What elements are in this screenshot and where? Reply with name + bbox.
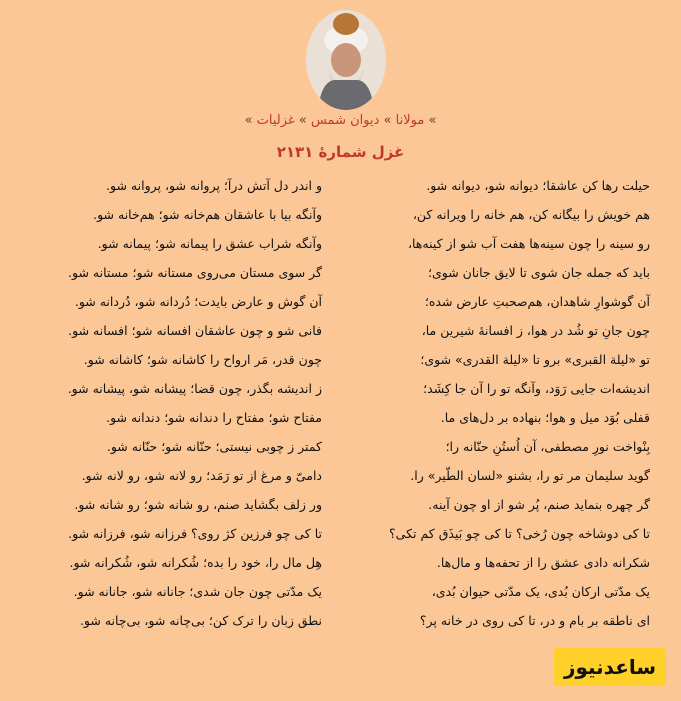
verse-hemistich-second: و اندر دل آتش درآ؛ پروانه شو، پروانه شو. xyxy=(106,178,322,193)
verse-row xyxy=(20,173,650,202)
verse-hemistich-second: نطق زبان را ترک کن؛ بی‌چانه شو، بی‌چانه شو. xyxy=(79,613,322,628)
verse-hemistich-second: هِل مال را، خود را بده؛ شُکرانه شو، شُکرانه شو. xyxy=(69,555,322,570)
verse-row xyxy=(20,376,650,405)
verse-hemistich-first: رو سینه را چون سینه‌ها هفت آب شو از کینه‌ها، xyxy=(407,236,650,251)
verse-row xyxy=(20,347,650,376)
breadcrumb xyxy=(0,113,681,128)
verse-hemistich-first: گوید سلیمان مر تو را، بشنو «لسان الطّیر» را. xyxy=(410,468,650,483)
verse-hemistich-second: آن گوش و عارض بایدت؛ دُردانه شو، دُردانه شو. xyxy=(74,294,322,309)
poem-title: غزل شمارهٔ ۲۱۳۱ xyxy=(276,143,405,161)
verse-hemistich-first: یک مدّتی ارکان بُدی، یک مدّتی حیوان بُدی، xyxy=(431,584,650,599)
verse-hemistich-second: ز اندیشه بگذر، چون قضا؛ پیشانه شو، پیشانه شو. xyxy=(67,381,322,396)
verse-row xyxy=(20,579,650,608)
poem-verses xyxy=(20,173,650,637)
verse-hemistich-first: آن گوشوارِ شاهدان، هم‌صحبتِ عارض شده؛ xyxy=(424,294,650,309)
verse-hemistich-second: ور زلف بگشاید صنم، رو شانه شو؛ رو شانه شو. xyxy=(74,497,322,512)
verse-hemistich-first: باید که جمله جان شوی تا لایق جانان شوی؛ xyxy=(427,265,650,280)
verse-hemistich-first: حیلت رها کن عاشقا؛ دیوانه شو، دیوانه شو. xyxy=(426,178,650,193)
verse-hemistich-second: گر سوی مستان می‌روی مستانه شو؛ مستانه شو. xyxy=(68,265,322,280)
verse-hemistich-second: وآنگه شراب عشق را پیمانه شو؛ پیمانه شو. xyxy=(97,236,322,251)
breadcrumb-separator: » xyxy=(428,113,437,128)
verse-row xyxy=(20,521,650,550)
breadcrumb-separator: » xyxy=(383,113,392,128)
verse-row xyxy=(20,608,650,637)
verse-row xyxy=(20,550,650,579)
verse-hemistich-first: قفلی بُوَد میل و هوا؛ بنهاده بر دل‌های ما. xyxy=(440,410,650,425)
verse-hemistich-second: فانی شو و چون عاشقان افسانه شو؛ افسانه شو. xyxy=(68,323,322,338)
verse-row xyxy=(20,202,650,231)
saednews-watermark: ساعدنیوز xyxy=(554,648,666,686)
verse-hemistich-first: شکرانه دادی عشق را از تحفه‌ها و مال‌ها. xyxy=(436,555,650,570)
verse-row xyxy=(20,318,650,347)
verse-hemistich-first: بِنْواخت نورِ مصطفی، آن اُستُنِ حنّانه را؛ xyxy=(445,439,650,454)
verse-row xyxy=(20,289,650,318)
verse-row xyxy=(20,463,650,492)
verse-row xyxy=(20,231,650,260)
verse-hemistich-first: هم خویش را بیگانه کن، هم خانه را ویرانه کن، xyxy=(412,207,650,222)
breadcrumb-separator: » xyxy=(244,113,253,128)
verse-hemistich-first: اندیشه‌ات جایی رَوَد، وآنگه تو را آن جا کِشَد؛ xyxy=(423,381,650,396)
breadcrumb-link-molana[interactable]: مولانا xyxy=(395,113,425,128)
verse-hemistich-first: ای ناطقه بر بام و در، تا کی روی در خانه پر؟ xyxy=(419,613,650,628)
verse-hemistich-first: چون جانِ تو شُد در هوا، ز افسانهٔ شیرین ما، xyxy=(421,323,650,338)
verse-hemistich-first: تا کی دوشاخه چون رُخی؟ تا کی چو بَیذَق کم تکی؟ xyxy=(389,526,650,541)
verse-hemistich-second: کمتر ز چوبی نیستی؛ حنّانه شو؛ حنّانه شو. xyxy=(106,439,322,454)
verse-hemistich-second: مفتاح شو؛ مفتاح را دندانه شو؛ دندانه شو. xyxy=(106,410,322,425)
breadcrumb-link-ghazaliat[interactable]: غزلیات xyxy=(256,113,295,128)
verse-row xyxy=(20,492,650,521)
verse-row xyxy=(20,405,650,434)
verse-hemistich-second: چون قدر، مَر ارواح را کاشانه شو؛ کاشانه شو. xyxy=(83,352,322,367)
verse-hemistich-first: تو «لیلة القبری» برو تا «لیلة القدری» شوی؛ xyxy=(420,352,650,367)
verse-hemistich-first: گر چهره بنماید صنم، پُر شو از او چون آینه. xyxy=(428,497,650,512)
breadcrumb-separator: » xyxy=(298,113,307,128)
verse-hemistich-second: تا کی چو فرزین کژ روی؟ فرزانه شو، فرزانه شو. xyxy=(68,526,322,541)
verse-hemistich-second: دامیّ و مرغ از تو رَمَد؛ رو لانه شو، رو لانه شو. xyxy=(81,468,322,483)
verse-hemistich-second: وآنگه بیا با عاشقان هم‌خانه شو؛ هم‌خانه شو. xyxy=(93,207,322,222)
verse-row xyxy=(20,260,650,289)
poet-portrait xyxy=(306,10,386,110)
verse-row xyxy=(20,434,650,463)
breadcrumb-link-divan-shams[interactable]: دیوان شمس xyxy=(310,113,380,128)
verse-hemistich-second: یک مدّتی چون جان شدی؛ جانانه شو، جانانه شو. xyxy=(73,584,322,599)
